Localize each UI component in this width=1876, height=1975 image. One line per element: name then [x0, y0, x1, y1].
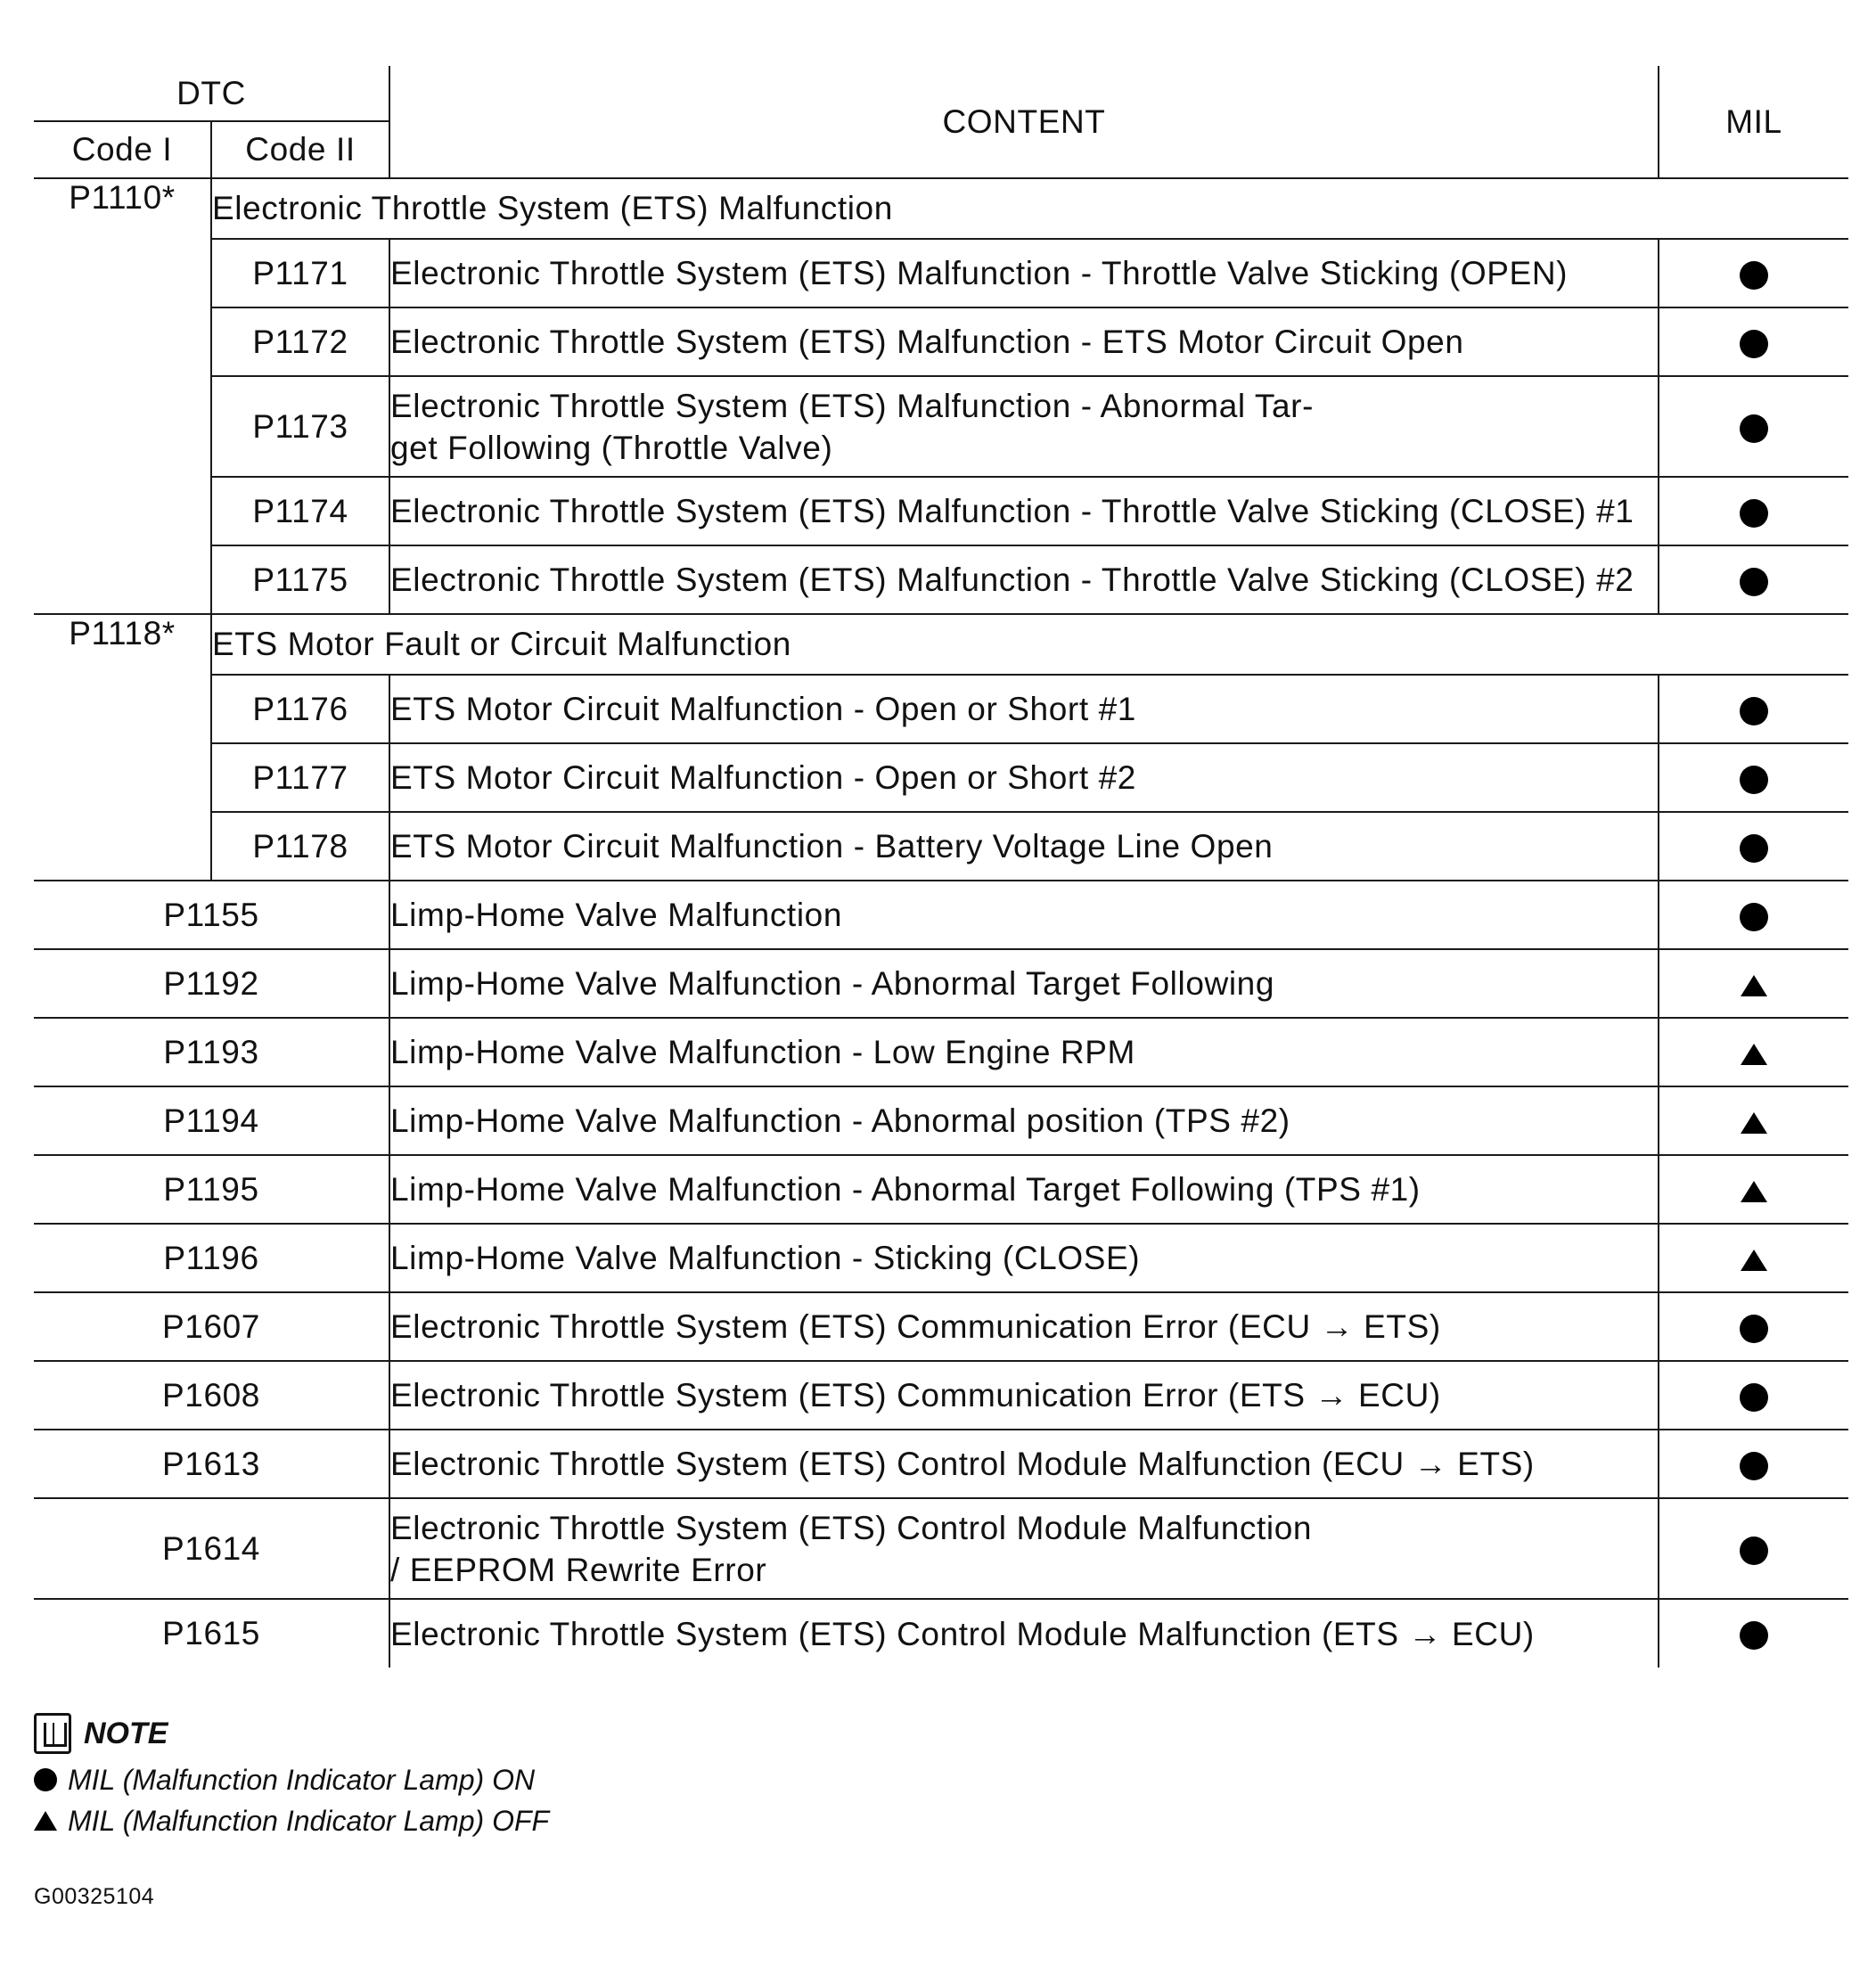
mil-on-icon [34, 1768, 57, 1791]
code-cell: P1613 [34, 1430, 389, 1498]
group-code: P1118* [34, 614, 211, 881]
mil-off-icon [1741, 1112, 1767, 1134]
table-row [34, 675, 1848, 743]
mil-on-icon [1740, 903, 1768, 931]
content-cell: Electronic Throttle System (ETS) Control Module Malfunction (ECU → ETS) [389, 1430, 1659, 1498]
code-cell: P1608 [34, 1361, 389, 1430]
note-header [34, 1709, 549, 1758]
table-row [34, 743, 1848, 812]
header-code2: Code II [211, 121, 389, 178]
mil-on-icon [1740, 697, 1768, 725]
code2-cell: P1177 [211, 743, 389, 812]
mil-on-icon [1740, 1621, 1768, 1650]
table-row [34, 812, 1848, 881]
code2-cell: P1174 [211, 477, 389, 545]
mil-off-icon [1741, 1181, 1767, 1202]
mil-on-icon [1740, 1452, 1768, 1480]
mil-cell [1659, 881, 1848, 949]
content-cell: Limp-Home Valve Malfunction - Abnormal position (TPS #2) [389, 1086, 1659, 1155]
content-cell: Limp-Home Valve Malfunction - Abnormal Target Following (TPS #1) [389, 1155, 1659, 1224]
content-cell: Limp-Home Valve Malfunction - Sticking (CLOSE) [389, 1224, 1659, 1292]
mil-on-icon [1740, 1315, 1768, 1343]
mil-cell [1659, 949, 1848, 1018]
content-cell: ETS Motor Circuit Malfunction - Open or Short #1 [389, 675, 1659, 743]
group-title: ETS Motor Fault or Circuit Malfunction [211, 614, 1848, 675]
header-row-1 [34, 66, 1848, 121]
table-row [34, 1292, 1848, 1361]
mil-cell [1659, 1361, 1848, 1430]
code-cell: P1195 [34, 1155, 389, 1224]
mil-cell [1659, 307, 1848, 376]
mil-cell [1659, 545, 1848, 614]
code-cell: P1615 [34, 1599, 389, 1668]
content-cell [389, 376, 1659, 477]
mil-cell [1659, 1018, 1848, 1086]
table-row [34, 1498, 1848, 1599]
code-cell: P1196 [34, 1224, 389, 1292]
mil-on-icon [1740, 261, 1768, 290]
content-cell: Limp-Home Valve Malfunction [389, 881, 1659, 949]
table-row [34, 545, 1848, 614]
content-cell: Electronic Throttle System (ETS) Communication Error (ETS → ECU) [389, 1361, 1659, 1430]
content-cell: ETS Motor Circuit Malfunction - Battery Voltage Line Open [389, 812, 1659, 881]
dtc-table [34, 66, 1848, 1668]
table-row [34, 376, 1848, 477]
table-row [34, 307, 1848, 376]
table-row [34, 1086, 1848, 1155]
header-code1: Code I [34, 121, 211, 178]
mil-cell [1659, 1155, 1848, 1224]
table-row [34, 1155, 1848, 1224]
group-row [34, 614, 1848, 675]
content-cell: Electronic Throttle System (ETS) Malfunction - Throttle Valve Sticking (OPEN) [389, 239, 1659, 307]
mil-cell [1659, 1599, 1848, 1668]
group-code: P1110* [34, 178, 211, 614]
content-line-2: / EEPROM Rewrite Error [390, 1551, 767, 1588]
mil-on-icon [1740, 1383, 1768, 1412]
content-cell: Limp-Home Valve Malfunction - Abnormal Target Following [389, 949, 1659, 1018]
figure-id: G00325104 [34, 1884, 155, 1909]
mil-cell [1659, 812, 1848, 881]
legend-on-label: MIL (Malfunction Indicator Lamp) ON [68, 1763, 536, 1796]
table-row [34, 949, 1848, 1018]
code2-cell: P1172 [211, 307, 389, 376]
code-cell: P1193 [34, 1018, 389, 1086]
code-cell: P1155 [34, 881, 389, 949]
mil-on-icon [1740, 766, 1768, 794]
mil-off-icon [1741, 975, 1767, 996]
code-cell: P1607 [34, 1292, 389, 1361]
mil-on-icon [1740, 1537, 1768, 1565]
code-cell: P1194 [34, 1086, 389, 1155]
legend-off [34, 1802, 549, 1840]
table-row [34, 881, 1848, 949]
mil-cell [1659, 239, 1848, 307]
note-block [34, 1709, 549, 1840]
table-row [34, 239, 1848, 307]
mil-on-icon [1740, 568, 1768, 596]
content-line-1: Electronic Throttle System (ETS) Control Module Malfunction [390, 1509, 1313, 1546]
mil-on-icon [1740, 499, 1768, 528]
content-cell: Electronic Throttle System (ETS) Malfunction - Throttle Valve Sticking (CLOSE) #2 [389, 545, 1659, 614]
mil-cell [1659, 1498, 1848, 1599]
content-line-2: get Following (Throttle Valve) [390, 429, 833, 466]
group-row [34, 178, 1848, 239]
content-cell: Electronic Throttle System (ETS) Communication Error (ECU → ETS) [389, 1292, 1659, 1361]
mil-on-icon [1740, 414, 1768, 443]
book-icon [34, 1713, 71, 1754]
code2-cell: P1176 [211, 675, 389, 743]
table-row [34, 1430, 1848, 1498]
content-cell [389, 1498, 1659, 1599]
mil-on-icon [1740, 834, 1768, 863]
content-cell: Electronic Throttle System (ETS) Control Module Malfunction (ETS → ECU) [389, 1599, 1659, 1668]
code-cell: P1192 [34, 949, 389, 1018]
mil-cell [1659, 743, 1848, 812]
code2-cell: P1175 [211, 545, 389, 614]
mil-cell [1659, 1430, 1848, 1498]
table-row [34, 1599, 1848, 1668]
header-content: CONTENT [389, 66, 1659, 178]
code2-cell: P1178 [211, 812, 389, 881]
group-title: Electronic Throttle System (ETS) Malfunction [211, 178, 1848, 239]
note-title: NOTE [84, 1716, 168, 1750]
header-mil: MIL [1659, 66, 1848, 178]
mil-on-icon [1740, 330, 1768, 358]
mil-cell [1659, 376, 1848, 477]
table-row [34, 1018, 1848, 1086]
mil-cell [1659, 675, 1848, 743]
legend-on [34, 1761, 549, 1799]
legend-off-label: MIL (Malfunction Indicator Lamp) OFF [68, 1804, 550, 1837]
code-cell: P1614 [34, 1498, 389, 1599]
mil-cell [1659, 1086, 1848, 1155]
code2-cell: P1171 [211, 239, 389, 307]
content-cell: Limp-Home Valve Malfunction - Low Engine RPM [389, 1018, 1659, 1086]
table-row [34, 1361, 1848, 1430]
code2-cell: P1173 [211, 376, 389, 477]
mil-cell [1659, 1292, 1848, 1361]
content-cell: ETS Motor Circuit Malfunction - Open or Short #2 [389, 743, 1659, 812]
header-dtc: DTC [34, 66, 389, 121]
mil-cell [1659, 1224, 1848, 1292]
table-row [34, 477, 1848, 545]
mil-off-icon [1741, 1044, 1767, 1065]
mil-off-icon [34, 1811, 57, 1831]
content-cell: Electronic Throttle System (ETS) Malfunction - Throttle Valve Sticking (CLOSE) #1 [389, 477, 1659, 545]
mil-cell [1659, 477, 1848, 545]
content-cell: Electronic Throttle System (ETS) Malfunction - ETS Motor Circuit Open [389, 307, 1659, 376]
table-row [34, 1224, 1848, 1292]
content-line-1: Electronic Throttle System (ETS) Malfunction - Abnormal Tar- [390, 387, 1315, 424]
mil-off-icon [1741, 1250, 1767, 1271]
